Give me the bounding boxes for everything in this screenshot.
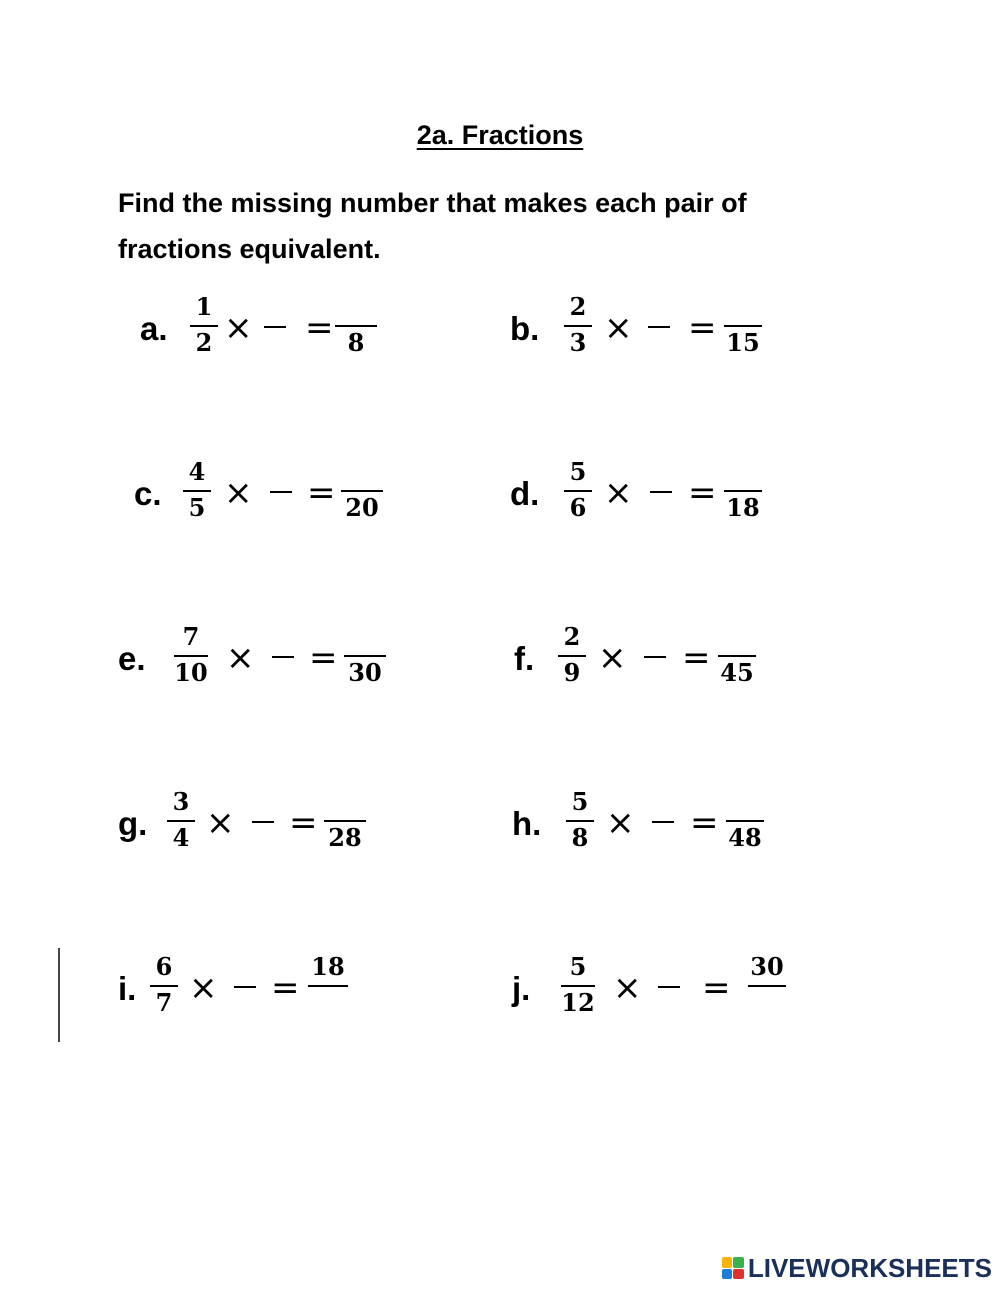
text-cursor-line [58,948,60,1042]
logo-square-blue [722,1269,733,1280]
fraction-bar [324,820,366,822]
problem-i [0,950,480,1030]
denominator: 20 [345,493,379,522]
numerator: 2 [569,292,587,321]
denominator: 4 [172,823,190,852]
times-sign: × [598,638,627,678]
missing-fraction-blank[interactable] [652,821,674,823]
denominator: 30 [348,658,382,687]
fraction-bar [558,655,586,657]
denominator: 8 [347,328,365,357]
numerator: 5 [569,457,587,486]
numerator: 5 [569,952,587,981]
problem-letter: a. [140,310,168,347]
times-sign: × [189,968,218,1008]
times-sign: × [613,968,642,1008]
missing-fraction-blank[interactable] [234,986,256,988]
fraction-bar [718,655,756,657]
fraction-bar [190,325,218,327]
fraction-bar [564,490,592,492]
missing-fraction-blank[interactable] [264,326,286,328]
page-title: 2a. Fractions [416,120,584,150]
fraction-bar [308,985,348,987]
fraction-bar [726,820,764,822]
equals-sign: = [309,638,338,678]
numerator: 1 [195,292,213,321]
missing-fraction-blank[interactable] [272,656,294,658]
problem-c [0,455,480,535]
fraction-bar [561,985,595,987]
times-sign: × [224,473,253,513]
logo-square-red [733,1269,744,1280]
denominator: 45 [720,658,754,687]
missing-fraction-blank[interactable] [644,656,666,658]
problem-e [0,620,480,700]
fraction-bar [150,985,178,987]
fraction-bar [335,325,377,327]
problem-j [480,950,960,1030]
denominator: 7 [155,988,173,1017]
denominator: 28 [328,823,362,852]
problem-a [0,290,480,370]
times-sign: × [604,308,633,348]
missing-fraction-blank[interactable] [650,491,672,493]
problem-letter: d. [510,475,540,512]
denominator: 12 [561,988,595,1017]
problem-letter: i. [118,970,137,1007]
denominator: 3 [569,328,587,357]
fraction-bar [566,820,594,822]
numerator: 2 [563,622,581,651]
equals-sign: = [271,968,300,1008]
times-sign: × [226,638,255,678]
missing-fraction-blank[interactable] [270,491,292,493]
equals-sign: = [688,473,717,513]
problem-letter: j. [512,970,531,1007]
denominator: 10 [174,658,208,687]
equals-sign: = [690,803,719,843]
missing-fraction-blank[interactable] [648,326,670,328]
equals-sign: = [682,638,711,678]
problem-letter: b. [510,310,540,347]
problem-d [480,455,960,535]
fraction-bar [564,325,592,327]
numerator: 4 [188,457,206,486]
numerator: 30 [750,952,784,981]
logo-square-green [733,1257,744,1268]
problem-letter: f. [514,640,535,677]
fraction-bar [167,820,195,822]
denominator: 9 [563,658,581,687]
numerator: 3 [172,787,190,816]
fraction-bar [183,490,211,492]
denominator: 48 [728,823,762,852]
numerator: 6 [155,952,173,981]
times-sign: × [206,803,235,843]
denominator: 2 [195,328,213,357]
denominator: 5 [188,493,206,522]
denominator: 8 [571,823,589,852]
liveworksheets-brand[interactable] [722,1253,992,1283]
missing-fraction-blank[interactable] [658,986,680,988]
liveworksheets-logo-icon [722,1257,744,1279]
numerator: 5 [571,787,589,816]
denominator: 15 [726,328,760,357]
fraction-bar [344,655,386,657]
problem-letter: c. [134,475,162,512]
problem-h [480,785,960,865]
brand-name: LIVEWORKSHEETS [747,1252,992,1283]
times-sign: × [604,473,633,513]
times-sign: × [606,803,635,843]
equals-sign: = [688,308,717,348]
denominator: 6 [569,493,587,522]
numerator: 7 [182,622,200,651]
problem-letter: g. [118,805,148,842]
numerator: 18 [311,952,345,981]
fraction-bar [341,490,383,492]
equals-sign: = [305,308,334,348]
problem-letter: h. [512,805,542,842]
equals-sign: = [702,968,731,1008]
missing-fraction-blank[interactable] [252,821,274,823]
problem-g [0,785,480,865]
equals-sign: = [289,803,318,843]
fraction-bar [724,325,762,327]
fraction-bar [174,655,208,657]
problem-f [480,620,960,700]
denominator: 18 [726,493,760,522]
times-sign: × [224,308,253,348]
fraction-bar [748,985,786,987]
equals-sign: = [307,473,336,513]
fraction-bar [724,490,762,492]
problem-b [480,290,960,370]
problem-letter: e. [118,640,146,677]
instructions: Find the missing number that makes each pair of fractions equivalent. [118,188,747,264]
logo-square-yellow [722,1257,733,1268]
